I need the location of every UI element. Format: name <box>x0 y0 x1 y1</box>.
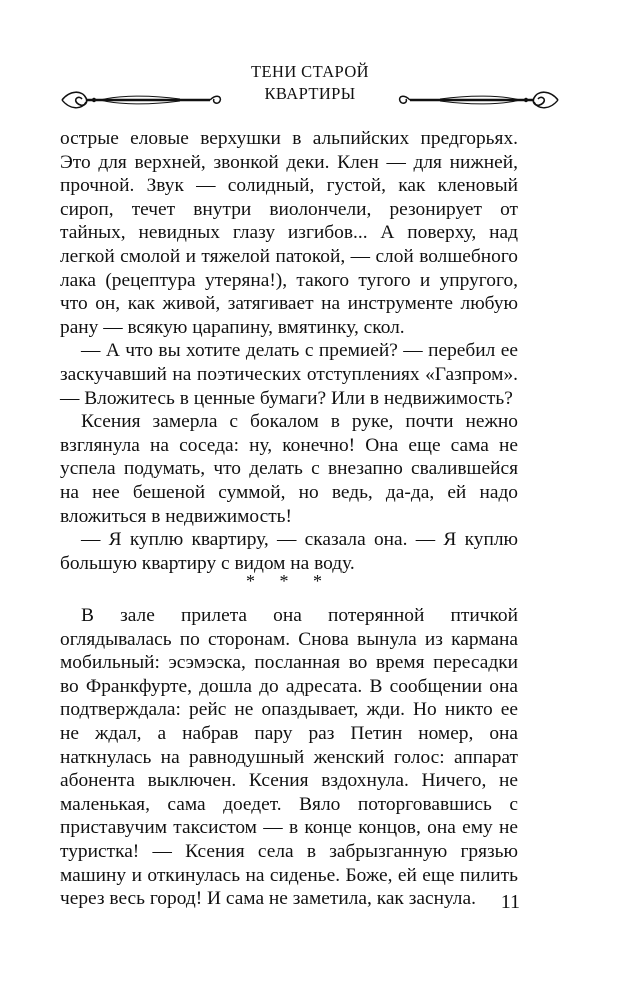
paragraph-1: острые еловые верхушки в альпийских предгорьях. Это для верхней, звонкой деки. Клен — для нижней, прочной. Звук — солидный, густой, как кленовый сироп, течет внутри виолончели, резонирует от тайных, невидных глазу изгибов... А поверху, над легкой смолой и тяжелой патокой, — слой волшебного лака (рецептура утеряна!), такого тугого и упругого, что он, как живой, затягивает на инструменте любую рану — всякую царапину, вмятинку, скол. <box>60 128 518 338</box>
paragraph-4: — Я куплю квартиру, — сказала она. — Я куплю большую квартиру с видом на воду. <box>60 529 518 574</box>
header-title-line1: ТЕНИ СТАРОЙ <box>251 62 369 81</box>
text-block-2 <box>60 604 518 911</box>
paragraph-2: — А что вы хотите делать с премией? — перебил ее заскучавший на поэтических отступлениях «Газпром». — Вложитесь в ценные бумаги? Или в недвижимость? <box>60 340 518 409</box>
text-block-1 <box>60 127 518 575</box>
page-number: 11 <box>500 891 520 913</box>
paragraph-5: В зале прилета она потерянной птичкой оглядывалась по сторонам. Снова вынула из кармана мобильный: эсэмэска, посланная во время пересадки во Франкфурте, дошла до адресата. В сообщении она подтверждала: рейс не опаздывает, жди. Но никто ее не ждал, а набрав пару раз Петин номер, она наткнулась на равнодушный женский голос: аппарат абонента выключен. Ксения вздохнула. Ничего, не маленькая, сама доедет. Вяло поторговавшись с приставучим таксистом — в конце концов, она ему не туристка! — Ксения села в забрызганную грязью машину и откинулась на сиденье. Боже, ей еще пилить через весь город! И сама не заметила, как заснула. <box>60 605 518 910</box>
section-separator: * * * <box>246 571 332 591</box>
running-header <box>60 58 560 118</box>
flourish-ornament-right-icon <box>395 88 560 112</box>
paragraph-3: Ксения замерла с бокалом в руке, почти нежно взглянула на соседа: ну, конечно! Она еще сама не успела подумать, что делать с внезапно свалившейся на нее бешеной суммой, но ведь, да-да, ей надо вложиться в недвижимость! <box>60 411 518 527</box>
header-title-line2: КВАРТИРЫ <box>264 84 356 103</box>
